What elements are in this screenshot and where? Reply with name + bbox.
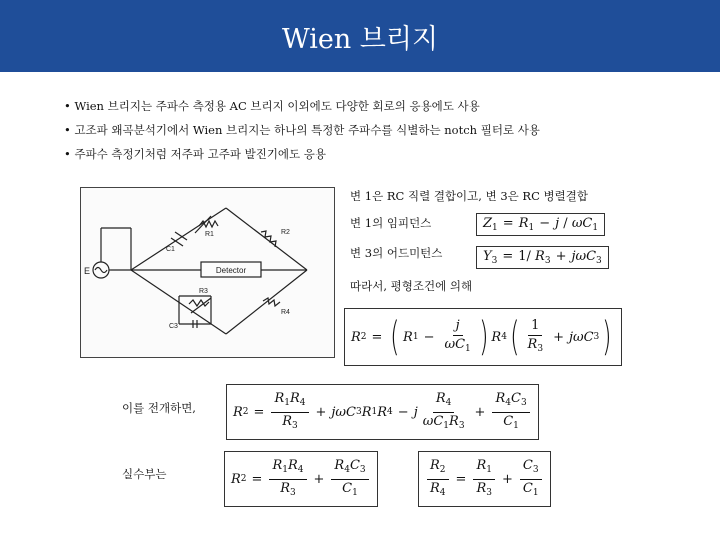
r2-label: R2 xyxy=(281,229,290,236)
bullet-item: • 주파수 측정기처럼 저주파 고주파 발진기에도 응용 xyxy=(64,142,540,166)
balance-label: 따라서, 평형조건에 의해 xyxy=(350,279,473,293)
real-part-equation: R 2 = $\frac{R_1R_4}{R_3}$ + $\frac{R_4C_3}{C_1}$ xyxy=(224,451,378,507)
expanded-equation: R 2 = $\frac{R_1R_4}{R_3}$ + jωC 3 R 1 R 4 − j $\frac{R_4}{\omega C_1R_3}$ + $\frac{R_4C_3}{C_1}$ xyxy=(226,384,539,440)
z1-equation: $Z_1 = R_1 - j / \omega C_1$ xyxy=(476,213,605,236)
r4-label: R4 xyxy=(281,309,290,316)
wien-bridge-circuit xyxy=(80,187,335,358)
c1-label: C1 xyxy=(166,246,175,253)
arms-note: 변 1은 RC 직렬 결합이고, 변 3은 RC 병렬결합 xyxy=(350,189,588,203)
expand-label: 이를 전개하면, xyxy=(122,401,196,415)
r3-label: R3 xyxy=(199,288,208,295)
slide-title: Wien 브리지 xyxy=(281,23,439,55)
r1-label: R1 xyxy=(205,231,214,238)
bullet-item: • 고조파 왜곡분석기에서 Wien 브리지는 하나의 특정한 주파수를 식별하는 notch 필터로 사용 xyxy=(64,118,540,142)
detector-label: Detector xyxy=(215,266,247,275)
real-label: 실수부는 xyxy=(122,467,167,481)
c3-label: C3 xyxy=(169,323,178,330)
admittance-label: 변 3의 어드미턴스 xyxy=(350,246,443,260)
title-bar xyxy=(0,0,720,72)
y3-equation: $Y_3 = 1/$ $R_3 + j\omega C_3$ xyxy=(476,246,609,269)
bullet-list xyxy=(64,94,540,166)
impedance-label: 변 1의 임피던스 xyxy=(350,216,432,230)
bullet-item: • Wien 브리지는 주파수 측정용 AC 브리지 이외에도 다양한 회로의 응용에도 사용 xyxy=(64,94,540,118)
ratio-equation: $\frac{R_2}{R_4}$ = $\frac{R_1}{R_3}$ + $\frac{C_3}{C_1}$ xyxy=(418,451,551,507)
balance-equation: R 2 = ( R 1 − $\frac{j}{\omega C_1}$ ) R 4 ( $\frac{1}{R_3}$ + jωC 3 ) xyxy=(344,308,622,366)
source-label: E xyxy=(84,266,91,276)
